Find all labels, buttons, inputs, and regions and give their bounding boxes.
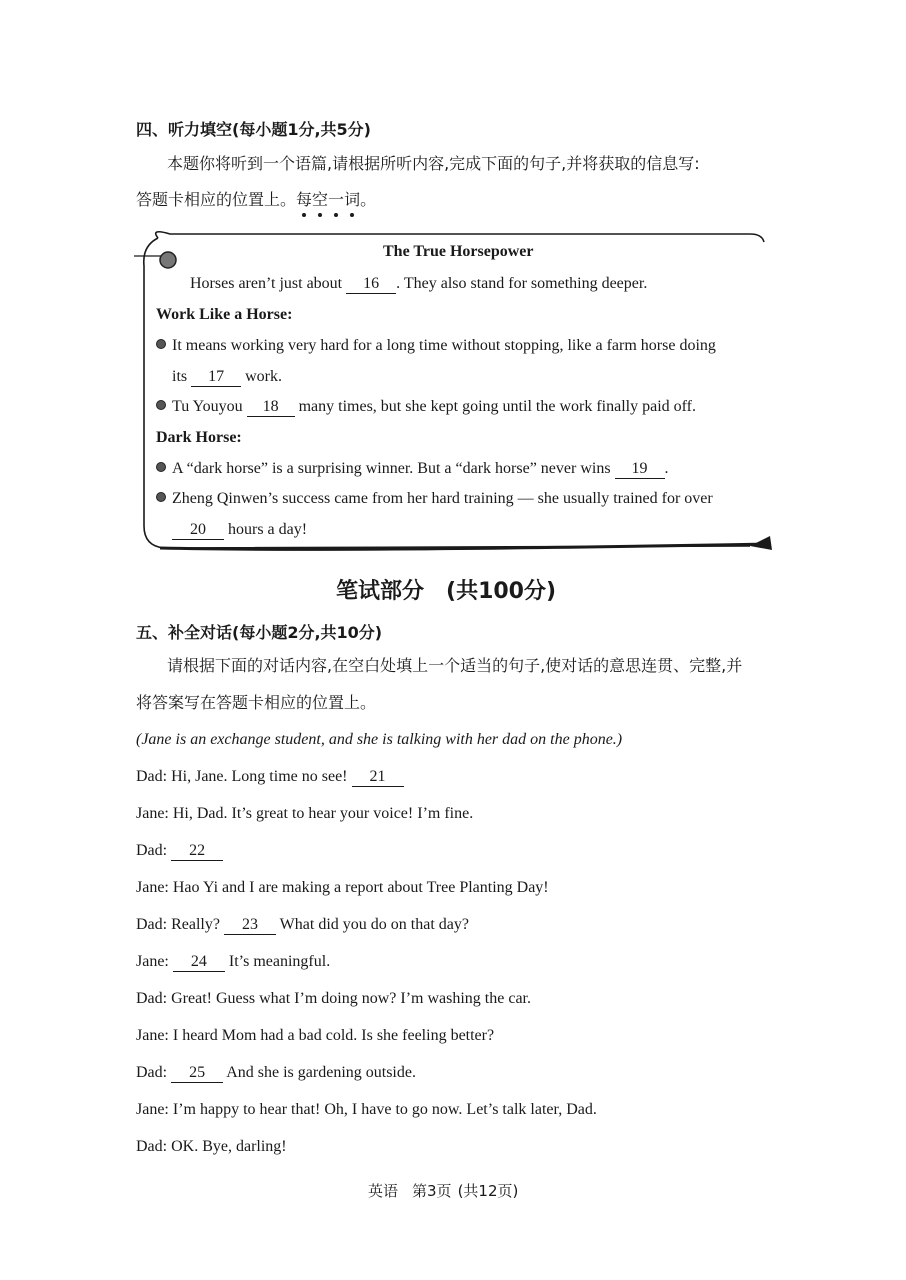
dialogue-line: Dad: 25 And she is gardening outside. (136, 1064, 416, 1081)
footer-page-number: 第3页 (412, 1182, 452, 1200)
section4-instruction-prefix: 答题卡相应的位置上。 (136, 190, 297, 209)
box-pin-icon (160, 252, 176, 268)
blank-19[interactable]: 19 (615, 460, 665, 479)
bullet-icon (156, 492, 166, 502)
blank-25[interactable]: 25 (171, 1064, 223, 1083)
box-title: The True Horsepower (383, 243, 534, 260)
section5-instruction-line1: 请根据下面的对话内容,在空白处填上一个适当的句子,使对话的意思连贯、完整,并 (167, 656, 743, 675)
section5-heading: 五、补全对话(每小题2分,共10分) (136, 623, 383, 642)
footer-subject: 英语 (368, 1182, 399, 1200)
dialogue-line: Jane: I heard Mom had a bad cold. Is she feeling better? (136, 1027, 495, 1044)
written-section-score: (共100分) (446, 579, 557, 604)
section5-instruction-line2: 将答案写在答题卡相应的位置上。 (136, 693, 377, 712)
emphasis-char: 一 (328, 190, 344, 209)
blank-18[interactable]: 18 (247, 398, 295, 417)
dialogue-line: Jane: Hi, Dad. It’s great to hear your voice! I’m fine. (136, 805, 474, 822)
bullet-icon (156, 400, 166, 410)
section4-instruction-end: 。 (360, 190, 377, 209)
written-section-title: 笔试部分 (共100分) (336, 579, 557, 604)
dialogue-line: Dad: Great! Guess what I’m doing now? I’m washing the car. (136, 990, 531, 1007)
work-like-horse-heading: Work Like a Horse: (156, 306, 293, 323)
dialogue-context: (Jane is an exchange student, and she is talking with her dad on the phone.) (136, 731, 623, 748)
dialogue-line: Dad: 22 (136, 841, 223, 861)
blank-22[interactable]: 22 (171, 842, 223, 861)
blank-20[interactable]: 20 (172, 521, 224, 540)
footer-total-pages: (共12页) (457, 1182, 519, 1200)
dialogue-line: Dad: Hi, Jane. Long time no see! 21 (136, 767, 404, 787)
dialogue-line: Jane: I’m happy to hear that! Oh, I have to go now. Let’s talk later, Dad. (136, 1101, 597, 1118)
blank-21[interactable]: 21 (352, 768, 404, 787)
bullet-icon (156, 462, 166, 472)
bullet-1-line-1: It means working very hard for a long time without stopping, like a farm horse doing (156, 336, 716, 356)
blank-16[interactable]: 16 (346, 275, 396, 294)
dialogue-line: Dad: OK. Bye, darling! (136, 1138, 287, 1155)
bullet-4-line-1: Zheng Qinwen’s success came from her hard training — she usually trained for over (156, 489, 713, 509)
section4-instruction-line1: 本题你将听到一个语篇,请根据所听内容,完成下面的句子,并将获取的信息写: (167, 154, 700, 173)
section4-instruction-line2 (136, 190, 376, 210)
dialogue-line: Jane: Hao Yi and I are making a report about Tree Planting Day! (136, 879, 549, 896)
emphasis-char: 词 (344, 190, 360, 209)
bullet-3: A “dark horse” is a surprising winner. But a “dark horse” never wins 19 . (156, 459, 669, 479)
box-intro: Horses aren’t just about 16 . They also stand for something deeper. (190, 275, 648, 292)
bullet-4-line-2: 20 hours a day! (172, 520, 307, 540)
dark-horse-heading: Dark Horse: (156, 429, 242, 446)
blank-24[interactable]: 24 (173, 953, 225, 972)
dialogue-line: Dad: Really? 23 What did you do on that day? (136, 916, 469, 933)
emphasis-char: 每 (296, 190, 312, 209)
bullet-icon (156, 339, 166, 349)
emphasis-char: 空 (312, 190, 328, 209)
bullet-2: Tu Youyou 18 many times, but she kept going until the work finally paid off. (156, 397, 696, 417)
section4-heading: 四、听力填空(每小题1分,共5分) (136, 120, 371, 139)
blank-17[interactable]: 17 (191, 368, 241, 387)
blank-23[interactable]: 23 (224, 916, 276, 935)
dialogue-line: Jane: 24 It’s meaningful. (136, 953, 331, 970)
bullet-1-line-2: its 17 work. (172, 368, 283, 385)
page-footer (368, 1180, 518, 1201)
